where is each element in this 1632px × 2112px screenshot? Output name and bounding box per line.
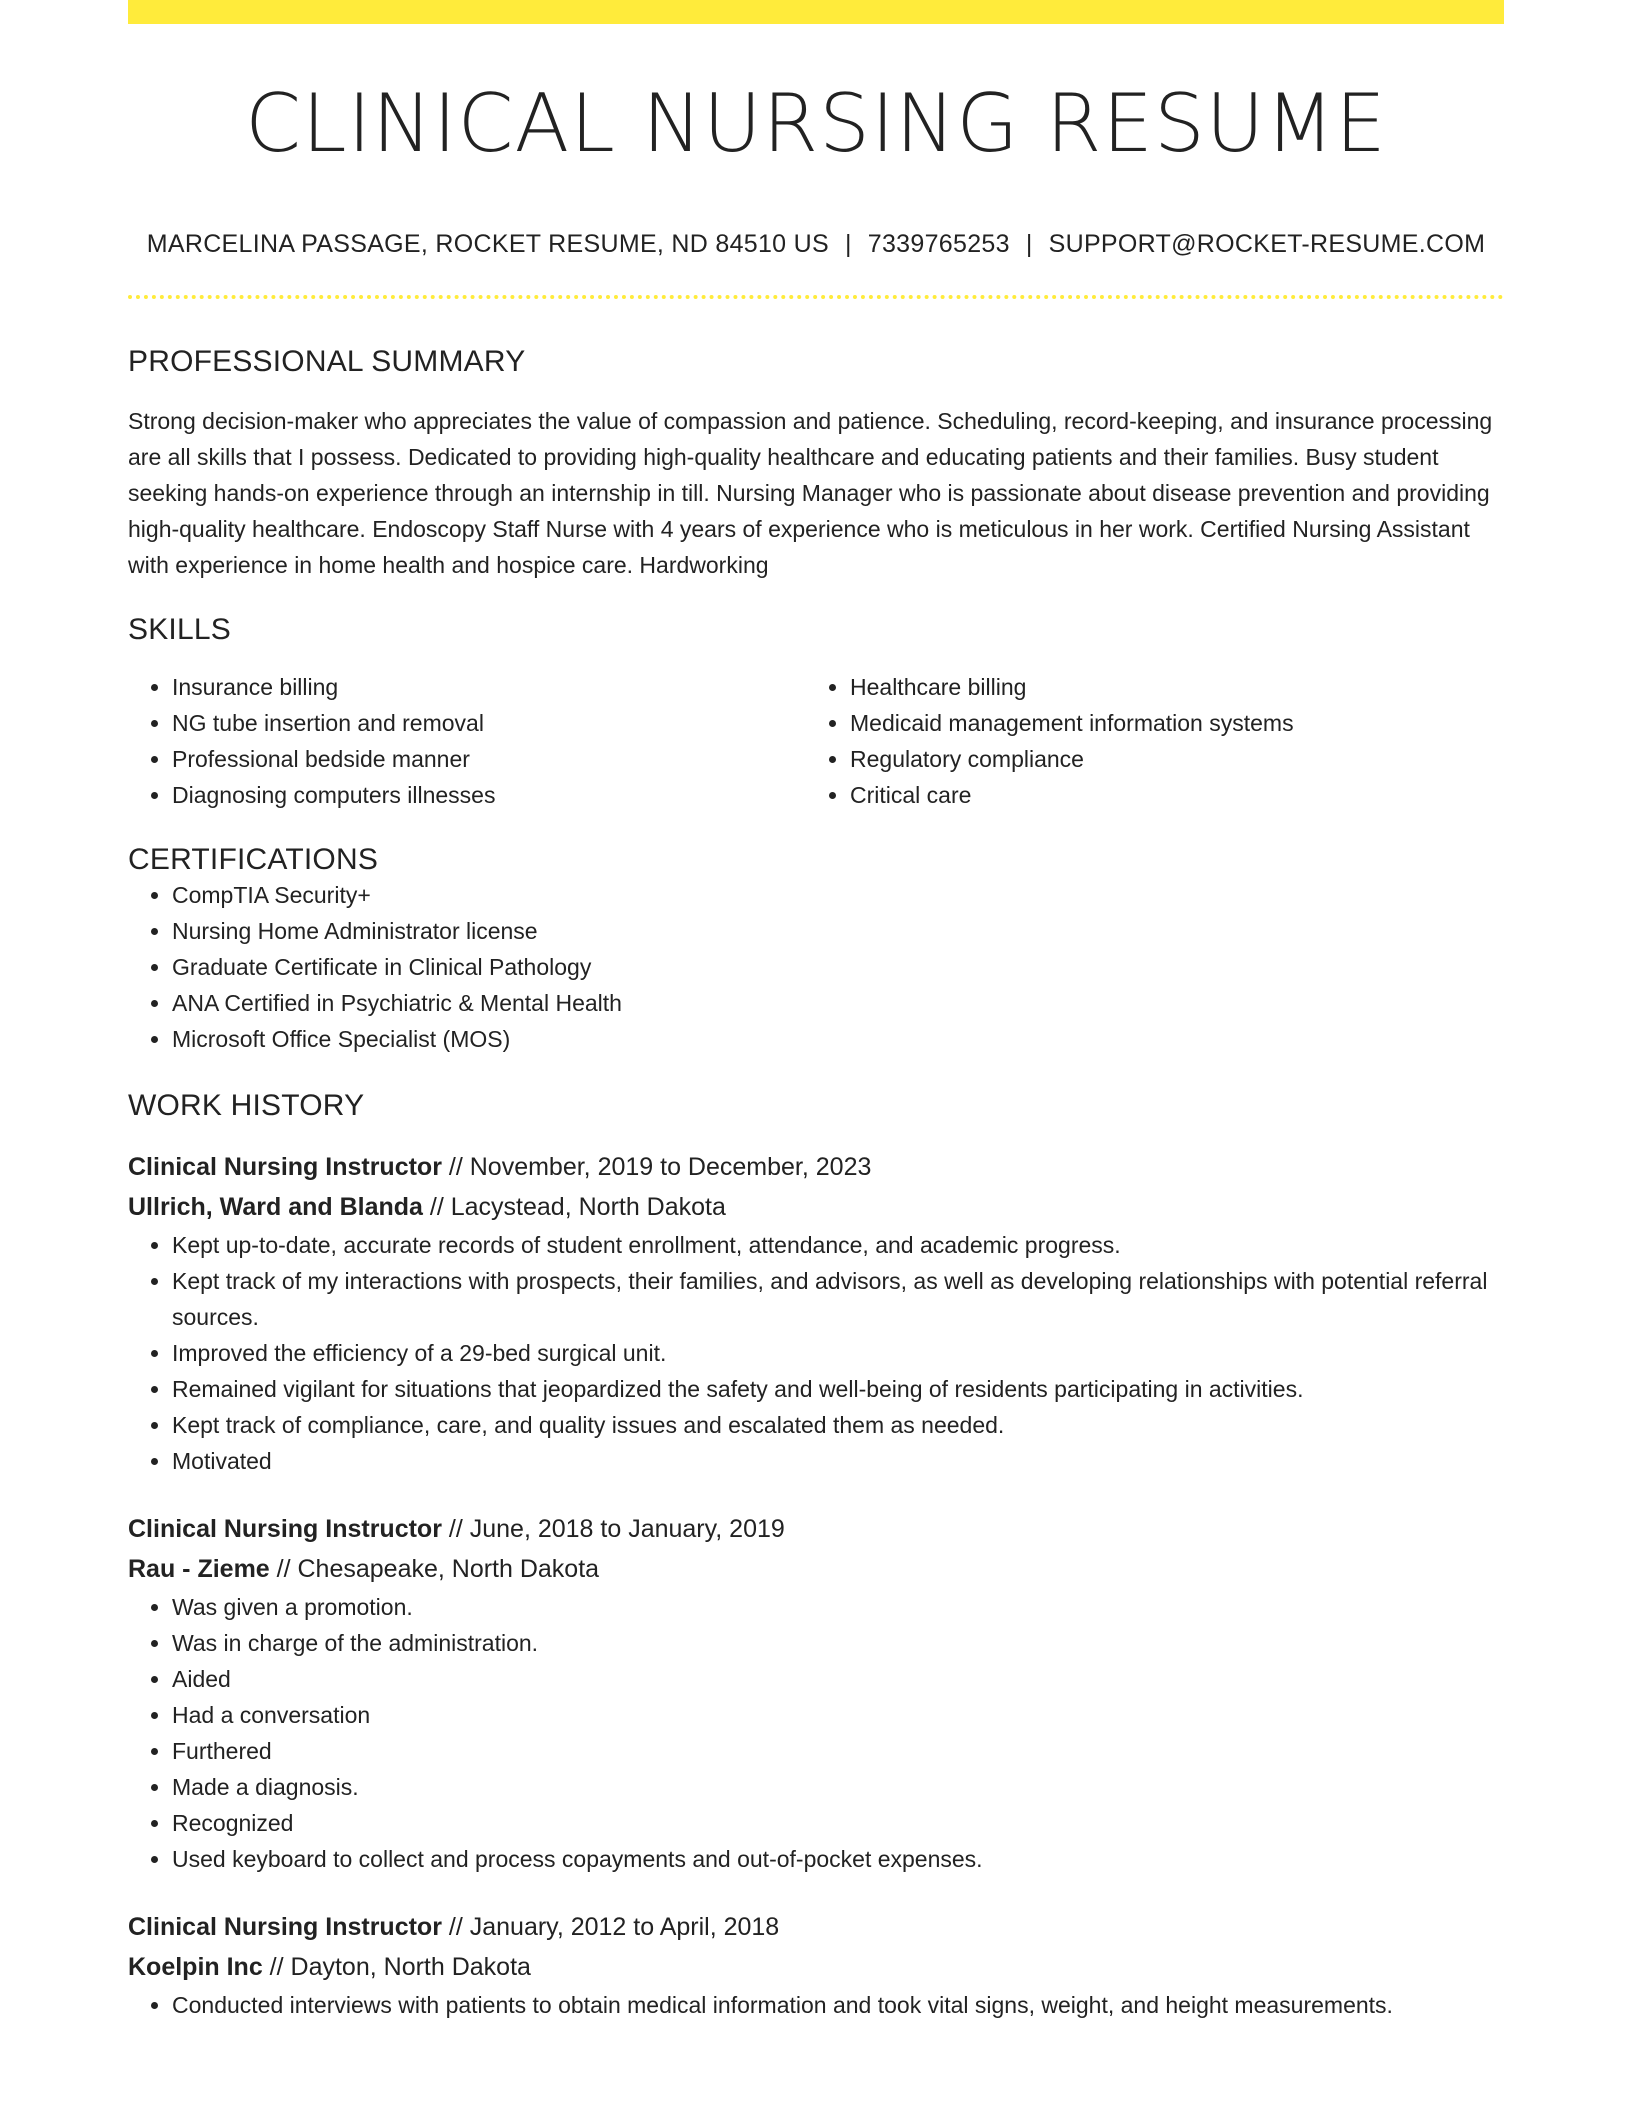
job-bullet: • Made a diagnosis. xyxy=(172,1769,1504,1805)
job-entry xyxy=(128,1907,1504,2023)
job-title-line xyxy=(128,1509,1504,1549)
contact-email: SUPPORT@ROCKET-RESUME.COM xyxy=(1048,230,1486,258)
skill-item: • Professional bedside manner xyxy=(172,741,806,777)
contact-phone: 7339765253 xyxy=(867,230,1010,258)
skills-column-right xyxy=(806,669,1484,813)
summary-heading: PROFESSIONAL SUMMARY xyxy=(128,345,526,378)
job-bullet: • Used keyboard to collect and process copayments and out-of-pocket expenses. xyxy=(172,1841,1504,1877)
job-delimiter: // xyxy=(441,1515,470,1543)
resume-title: CLINICAL NURSING RESUME xyxy=(245,77,1387,170)
job-bullet: • Improved the efficiency of a 29-bed surgical unit. xyxy=(172,1335,1504,1371)
job-title-line xyxy=(128,1147,1504,1187)
job-dates: June, 2018 to January, 2019 xyxy=(469,1515,785,1543)
job-entry xyxy=(128,1509,1504,1877)
job-bullet: • Furthered xyxy=(172,1733,1504,1769)
certification-item: • Nursing Home Administrator license xyxy=(172,913,1504,949)
work-history-heading: WORK HISTORY xyxy=(128,1089,365,1122)
job-dates: November, 2019 to December, 2023 xyxy=(469,1153,872,1181)
resume-page xyxy=(128,0,1504,2023)
contact-line xyxy=(128,230,1504,259)
certification-item: • Graduate Certificate in Clinical Pathology xyxy=(172,949,1504,985)
job-company-line xyxy=(128,1187,1504,1227)
job-bullet-list xyxy=(128,1589,1504,1877)
job-bullet: • Kept track of compliance, care, and quality issues and escalated them as needed. xyxy=(172,1407,1504,1443)
job-title: Clinical Nursing Instructor xyxy=(128,1913,442,1941)
certifications-heading: CERTIFICATIONS xyxy=(128,843,379,876)
job-delimiter: // xyxy=(422,1193,451,1221)
job-title: Clinical Nursing Instructor xyxy=(128,1153,442,1181)
job-bullet: • Was in charge of the administration. xyxy=(172,1625,1504,1661)
job-bullet: • Kept track of my interactions with prospects, their families, and advisors, as well as developing relationships with potential referral sources. xyxy=(172,1263,1504,1335)
job-company: Koelpin Inc xyxy=(128,1953,263,1981)
job-company: Rau - Zieme xyxy=(128,1555,270,1583)
job-entry xyxy=(128,1147,1504,1479)
job-company-line xyxy=(128,1947,1504,1987)
job-company: Ullrich, Ward and Blanda xyxy=(128,1193,423,1221)
job-dates: January, 2012 to April, 2018 xyxy=(469,1913,780,1941)
skill-item: • Medicaid management information systems xyxy=(850,705,1484,741)
job-bullet: • Kept up-to-date, accurate records of student enrollment, attendance, and academic progress. xyxy=(172,1227,1504,1263)
skills-column-left xyxy=(128,669,806,813)
skill-item: • NG tube insertion and removal xyxy=(172,705,806,741)
certification-item: • Microsoft Office Specialist (MOS) xyxy=(172,1021,1504,1057)
job-bullet: • Motivated xyxy=(172,1443,1504,1479)
summary-text: Strong decision-maker who appreciates the value of compassion and patience. Scheduling, record-keeping, and insurance processing are all skills that I possess. Dedicated to providing high-quality healthcare and educating patients and their families. Busy student seeking hands-on experience through an internship in till. Nursing Manager who is passionate about disease prevention and providing high-quality healthcare. Endoscopy Staff Nurse with 4 years of experience who is meticulous in her work. Certified Nursing Assistant with experience in home health and hospice care. Hardworking xyxy=(128,408,1493,578)
job-bullet: • Was given a promotion. xyxy=(172,1589,1504,1625)
job-bullet-list xyxy=(128,1227,1504,1479)
job-bullet: • Had a conversation xyxy=(172,1697,1504,1733)
contact-separator: | xyxy=(1025,230,1033,258)
contact-address: MARCELINA PASSAGE, ROCKET RESUME, ND 84510 US xyxy=(146,230,829,258)
job-bullet: • Aided xyxy=(172,1661,1504,1697)
job-delimiter: // xyxy=(441,1153,470,1181)
job-location: Chesapeake, North Dakota xyxy=(297,1555,600,1583)
job-bullet-list xyxy=(128,1987,1504,2023)
job-title-line xyxy=(128,1907,1504,1947)
job-bullet: • Remained vigilant for situations that jeopardized the safety and well-being of residents participating in activities. xyxy=(172,1371,1504,1407)
certification-item: • ANA Certified in Psychiatric & Mental Health xyxy=(172,985,1504,1021)
job-bullet: • Conducted interviews with patients to obtain medical information and took vital signs, weight, and height measurements. xyxy=(172,1987,1504,2023)
certifications-list xyxy=(128,877,1504,1057)
job-delimiter: // xyxy=(262,1953,291,1981)
certification-item: • CompTIA Security+ xyxy=(172,877,1504,913)
job-bullet: • Recognized xyxy=(172,1805,1504,1841)
job-title: Clinical Nursing Instructor xyxy=(128,1515,442,1543)
skill-item: • Insurance billing xyxy=(172,669,806,705)
skills-heading: SKILLS xyxy=(128,613,231,646)
job-delimiter: // xyxy=(269,1555,298,1583)
contact-separator: | xyxy=(844,230,852,258)
skill-item: • Critical care xyxy=(850,777,1484,813)
skill-item: • Regulatory compliance xyxy=(850,741,1484,777)
job-delimiter: // xyxy=(441,1913,470,1941)
skills-grid xyxy=(128,669,1504,813)
header-divider xyxy=(128,295,1504,299)
job-location: Dayton, North Dakota xyxy=(290,1953,531,1981)
skill-item: • Diagnosing computers illnesses xyxy=(172,777,806,813)
accent-bar xyxy=(128,0,1504,24)
job-location: Lacystead, North Dakota xyxy=(450,1193,726,1221)
skill-item: • Healthcare billing xyxy=(850,669,1484,705)
job-company-line xyxy=(128,1549,1504,1589)
